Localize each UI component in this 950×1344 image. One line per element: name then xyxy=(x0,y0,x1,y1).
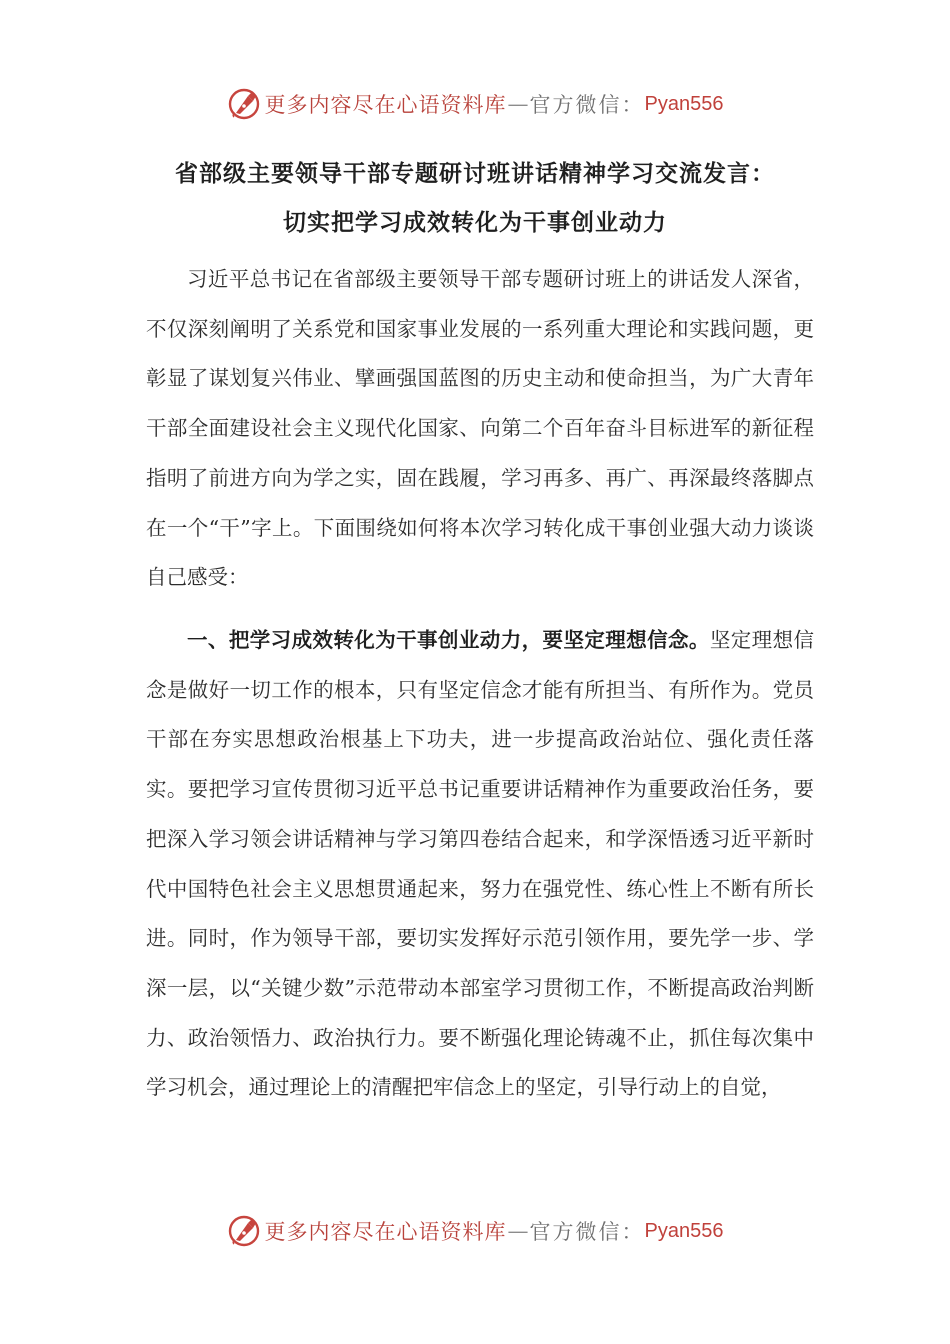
watermark-label: 官方微信： xyxy=(529,93,645,117)
section-1-paragraph xyxy=(146,616,814,1113)
watermark-label: 官方微信： xyxy=(529,1220,645,1244)
document-title-line-2: 切实把学习成效转化为干事创业动力 xyxy=(283,210,667,236)
intro-paragraph: 习近平总书记在省部级主要领导干部专题研讨班上的讲话发人深省，不仅深刻阐明了关系党和国家事业发展的一系列重大理论和实践问题，更彰显了谋划复兴伟业、擘画强国蓝图的历史主动和使命担当，为广大青年干部全面建设社会主义现代化国家、向第二个百年奋斗目标进军的新征程指明了前进方向为学之实，固在践履，学习再多、再广、再深最终落脚点在一个“干”字上。下面围绕如何将本次学习转化成干事创业强大动力谈谈自己感受： xyxy=(146,267,814,590)
watermark-handle: Pyan556 xyxy=(644,92,724,115)
watermark-banner-top xyxy=(0,84,950,124)
watermark-banner-bottom xyxy=(0,1211,950,1251)
document-title-line-1: 省部级主要领导干部专题研讨班讲话精神学习交流发言： xyxy=(175,161,775,187)
watermark-dash: — xyxy=(507,1219,529,1243)
watermark-handle: Pyan556 xyxy=(644,1219,724,1242)
watermark-dash: — xyxy=(507,92,529,116)
watermark-main-text: 更多内容尽在心语资料库 xyxy=(264,93,507,117)
section-1-heading: 一、把学习成效转化为干事创业动力，要坚定理想信念。 xyxy=(187,628,710,652)
pen-nib-logo-icon xyxy=(227,1214,261,1248)
pen-nib-logo-icon xyxy=(227,87,261,121)
section-1-body: 坚定理想信念是做好一切工作的根本，只有坚定信念才能有所担当、有所作为。党员干部在夯实思想政治根基上下功夫，进一步提高政治站位、强化责任落实。要把学习宣传贯彻习近平总书记重要讲话精神作为重要政治任务，要把深入学习领会讲话精神与学习第四卷结合起来，和学深悟透习近平新时代中国特色社会主义思想贯通起来，努力在强党性、练心性上不断有所长进。同时，作为领导干部，要切实发挥好示范引领作用，要先学一步、学深一层，以“关键少数”示范带动本部室学习贯彻工作，不断提高政治判断力、政治领悟力、政治执行力。要不断强化理论铸魂不止，抓住每次集中学习机会，通过理论上的清醒把牢信念上的坚定，引导行动上的自觉， xyxy=(146,628,814,1100)
watermark-main-text: 更多内容尽在心语资料库 xyxy=(264,1220,507,1244)
